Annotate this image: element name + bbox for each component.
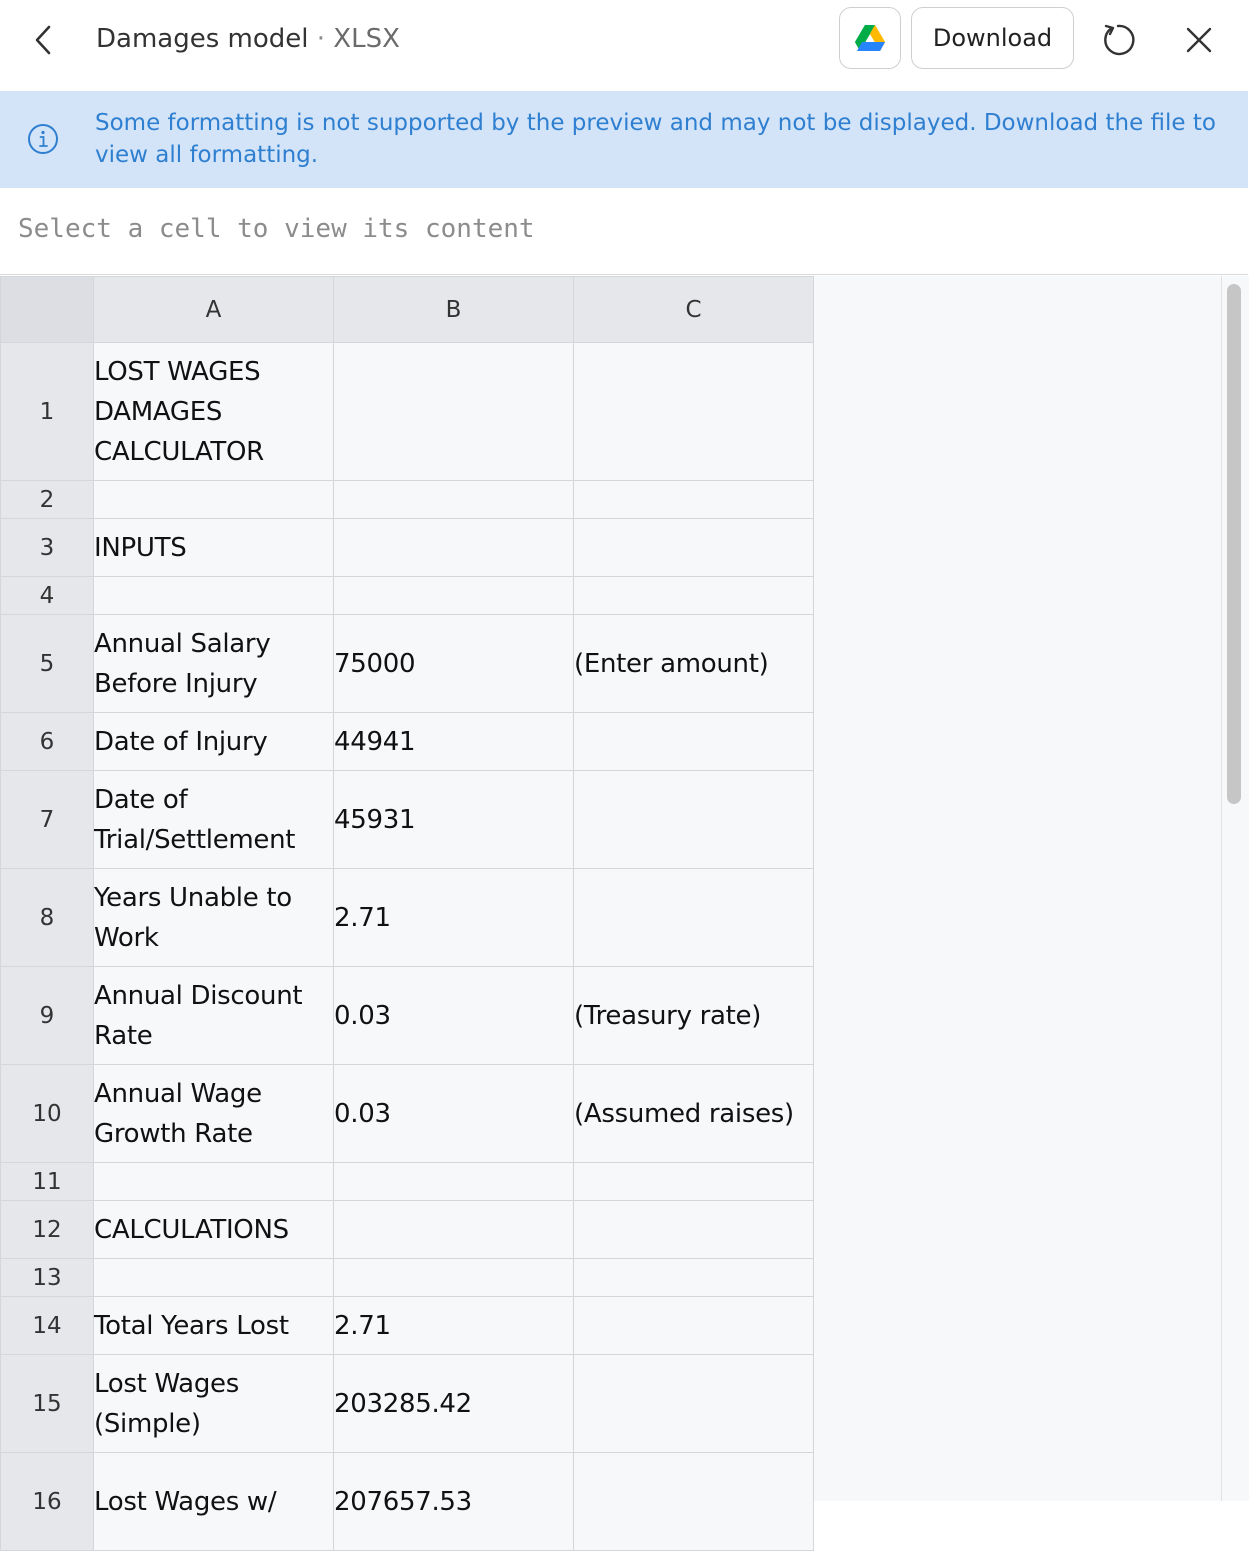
cell-b7[interactable]: 45931 [334,771,574,869]
row-header[interactable]: 1 [1,343,94,481]
table-row [1,713,814,771]
cell-c8[interactable] [574,869,814,967]
cell-a6[interactable]: Date of Injury [94,713,334,771]
table-row [1,1065,814,1163]
row-header[interactable]: 16 [1,1453,94,1551]
cell-a9[interactable]: Annual Discount Rate [94,967,334,1065]
row-header[interactable]: 6 [1,713,94,771]
scrollbar-thumb[interactable] [1227,284,1241,804]
cell-b13[interactable] [334,1259,574,1297]
cell-a7[interactable]: Date of Trial/Settlement [94,771,334,869]
cell-b8[interactable]: 2.71 [334,869,574,967]
table-row [1,481,814,519]
row-header[interactable]: 7 [1,771,94,869]
download-button[interactable]: Download [911,7,1074,69]
cell-c1[interactable] [574,343,814,481]
cell-b15[interactable]: 203285.42 [334,1355,574,1453]
row-header[interactable]: 14 [1,1297,94,1355]
row-header[interactable]: 5 [1,615,94,713]
cell-a4[interactable] [94,577,334,615]
sheet-table [0,276,814,1551]
cell-b9[interactable]: 0.03 [334,967,574,1065]
cell-a16[interactable]: Lost Wages w/ [94,1453,334,1551]
column-header-a[interactable]: A [94,277,334,343]
row-header[interactable]: 15 [1,1355,94,1453]
table-row [1,519,814,577]
cell-c6[interactable] [574,713,814,771]
cell-b1[interactable] [334,343,574,481]
row-header[interactable]: 12 [1,1201,94,1259]
cell-c5[interactable]: (Enter amount) [574,615,814,713]
cell-b6[interactable]: 44941 [334,713,574,771]
cell-c3[interactable] [574,519,814,577]
row-header[interactable]: 3 [1,519,94,577]
table-row [1,1297,814,1355]
cell-a10[interactable]: Annual Wage Growth Rate [94,1065,334,1163]
cell-c9[interactable]: (Treasury rate) [574,967,814,1065]
title-separator: · [316,24,326,54]
table-row [1,1201,814,1259]
refresh-icon [1100,22,1136,58]
cell-a3[interactable]: INPUTS [94,519,334,577]
table-row [1,1355,814,1453]
cell-a12[interactable]: CALCULATIONS [94,1201,334,1259]
cell-a11[interactable] [94,1163,334,1201]
chevron-left-icon [31,23,55,57]
cell-b3[interactable] [334,519,574,577]
row-header[interactable]: 10 [1,1065,94,1163]
cell-a14[interactable]: Total Years Lost [94,1297,334,1355]
banner-message: Some formatting is not supported by the preview and may not be displayed. Download the file to view all formatting. [95,110,1216,168]
cell-c12[interactable] [574,1201,814,1259]
table-row [1,1259,814,1297]
table-row [1,771,814,869]
info-icon [26,122,60,156]
cell-a8[interactable]: Years Unable to Work [94,869,334,967]
table-row [1,343,814,481]
cell-a2[interactable] [94,481,334,519]
cell-b14[interactable]: 2.71 [334,1297,574,1355]
cell-c15[interactable] [574,1355,814,1453]
cell-b16[interactable]: 207657.53 [334,1453,574,1551]
row-header[interactable]: 2 [1,481,94,519]
row-header[interactable]: 4 [1,577,94,615]
top-bar [0,0,1248,90]
file-name: Damages model [96,24,309,54]
cell-a1[interactable]: LOST WAGES DAMAGES CALCULATOR [94,343,334,481]
formula-bar[interactable] [0,188,1248,275]
google-drive-button[interactable] [839,7,901,69]
file-title [96,22,400,56]
cell-c11[interactable] [574,1163,814,1201]
cell-c13[interactable] [574,1259,814,1297]
cell-a15[interactable]: Lost Wages (Simple) [94,1355,334,1453]
select-all-corner[interactable] [1,277,94,343]
cell-c2[interactable] [574,481,814,519]
cell-b11[interactable] [334,1163,574,1201]
table-row [1,1163,814,1201]
google-drive-icon [854,24,886,52]
cell-b12[interactable] [334,1201,574,1259]
cell-b5[interactable]: 75000 [334,615,574,713]
row-header[interactable]: 13 [1,1259,94,1297]
cell-a13[interactable] [94,1259,334,1297]
file-type: XLSX [333,24,400,54]
cell-c16[interactable] [574,1453,814,1551]
cell-c14[interactable] [574,1297,814,1355]
cell-a5[interactable]: Annual Salary Before Injury [94,615,334,713]
column-header-b[interactable]: B [334,277,574,343]
close-button[interactable] [1177,18,1221,62]
cell-c10[interactable]: (Assumed raises) [574,1065,814,1163]
row-header[interactable]: 9 [1,967,94,1065]
column-header-c[interactable]: C [574,277,814,343]
refresh-button[interactable] [1096,18,1140,62]
formatting-notice-banner [0,91,1248,188]
close-icon [1185,26,1213,54]
formula-bar-placeholder: Select a cell to view its content [18,214,535,244]
cell-c7[interactable] [574,771,814,869]
cell-b2[interactable] [334,481,574,519]
back-button[interactable] [22,20,64,60]
table-row [1,1453,814,1551]
table-row [1,577,814,615]
row-header[interactable]: 11 [1,1163,94,1201]
cell-c4[interactable] [574,577,814,615]
cell-b10[interactable]: 0.03 [334,1065,574,1163]
spreadsheet-grid [0,276,1248,1517]
table-row [1,869,814,967]
row-header[interactable]: 8 [1,869,94,967]
table-row [1,615,814,713]
cell-b4[interactable] [334,577,574,615]
table-row [1,967,814,1065]
